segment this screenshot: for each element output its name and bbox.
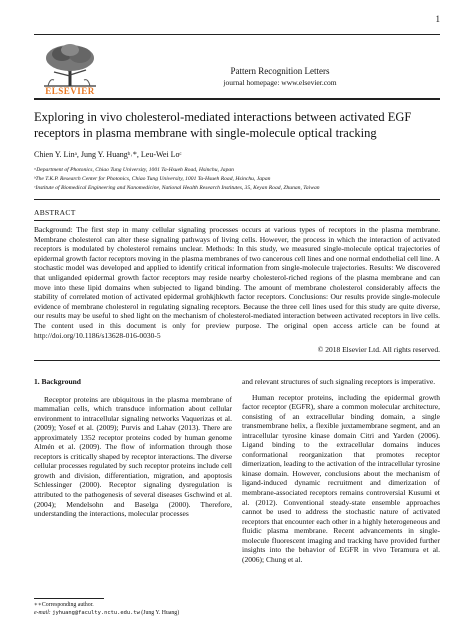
email-address[interactable]: jyhuang@faculty.nctu.edu.tw <box>52 610 140 616</box>
right-column <box>242 377 440 564</box>
author-list: Chien Y. Linᵃ, Jung Y. Huangᵇ˒*, Leu-Wei Loᶜ <box>34 150 182 159</box>
elsevier-tree-logo <box>34 42 106 88</box>
abstract-heading: ABSTRACT <box>34 208 76 217</box>
affiliations <box>34 166 440 193</box>
abstract-top-rule <box>34 199 440 200</box>
right-column-continuation: and relevant structures of such signaling receptors is imperative. <box>242 377 436 386</box>
header-bottom-rule <box>34 98 440 100</box>
journal-name: Pattern Recognition Letters <box>230 66 330 76</box>
header-top-rule <box>34 34 440 35</box>
left-column-paragraph: Receptor proteins are ubiquitous in the plasma membrane of mammalian cells, which transduce information about cellular environment to intracellular signaling networks Vaquerizas et al. (2009); Yosef et al. (2009); Purvis and Lahav (2013). There are approximately 1352 receptor proteins coded by human genome Almén et al. (2009). The flow of information through those receptors is critically shaped by receptor interactions. The diverse cellular processes regulated by such receptor proteins include cell growth and division, differentiation, migration, and apoptosis Schlessinger (2000). Receptor signaling dysregulation is attributed to the pathogenesis of several diseases Gschwind et al. (2004); Mendelsohn and Baselga (2000). Therefore, understanding the interactions, molecular processes <box>34 394 232 519</box>
email-footnote <box>34 609 179 617</box>
corresponding-author-note: ∗∗Corresponding author. <box>34 602 94 608</box>
article-title: Exploring in vivo cholesterol-mediated interactions between activated EGF receptors in plasma membrane with single-molecule optical tracking <box>34 110 412 140</box>
page-number: 1 <box>435 14 440 24</box>
footnote-rule <box>34 598 104 599</box>
affiliation-c: ᶜInstitute of Biomedical Engineering and Nanomedicine, National Health Research Institutes, 35, Keyan Road, Zhunan, Taiwan <box>34 185 320 191</box>
footnotes <box>34 601 179 617</box>
abstract-body: Background: The first step in many cellular signaling processes occurs at various types of receptors in the plasma membrane. Membrane cholesterol can alter these signaling pathways of living cells. However, the process in which the interaction of activated receptors is modulated by cholesterol remains unclear. Methods: In this study, we measured single-molecule optical trajectories of epidermal growth factor receptors moving in the plasma membranes of two cancerous cell lines and one normal endothelial cell line. A stochastic model was developed and applied to identify critical information from single-molecule trajectories. Results: We discovered that unliganded epidermal growth factor receptors may reside nearby cholesterol-riched regions of the plasma membrane and can move into these lipid domains when subjected to ligand binding. The amount of membrane cholesterol considerably affects the stability of correlated motion of activated epidermal grohkjhkwth factor receptors. Conclusions: Our results provide single-molecule evidence of membrane cholesterol in regulating signaling receptors. Because the three cell lines used for this study are quite diverse, our results may be useful to shed light on the mechanism of cholesterol-mediated interaction between activated receptors in live cells. The content used in this document is only for preview purpose. The original open access article can be found at http://doi.org/10.1186/s13628-016-0030-5 <box>34 225 440 340</box>
copyright-notice: © 2018 Elsevier Ltd. All rights reserved. <box>317 345 440 354</box>
left-column <box>34 377 232 519</box>
email-owner: (Jung Y. Huang) <box>141 610 180 616</box>
publisher-name: ELSEVIER <box>45 86 95 96</box>
section-heading-background: 1. Background <box>34 377 81 386</box>
journal-homepage[interactable]: journal homepage: www.elsevier.com <box>223 78 337 87</box>
affiliation-b: ᵇThe T.K.P. Research Center for Photonics, Chiao Tung University, 1001 Ta-Hsueh Road, Hsinchu, Japan <box>34 176 271 182</box>
right-column-paragraph: Human receptor proteins, including the epidermal growth factor receptor (EGFR), share a common molecular architecture, consisting of an extracellular binding domain, a single transmembrane helix, a flexible juxtamembrane segment, and an intracellular tyrosine kinase domain Citri and Yarden (2006). Ligand binding to the extracellular domains induces conformational reorganization that promotes receptor dimerization, leading to the activation of the intracellular tyrosine kinase domain. However, conclusions about the mechanism of ligand-induced dynamic recruitment and dimerization of membrane-associated receptors remains controversial Kusumi et al. (2012). Conventional steady-state ensemble approaches cannot be used to address the stochastic nature of activated receptors that encounter each other in a highly heterogeneous and fluidic plasma membrane. Recent advancements in single-molecule fluorescent imaging and tracking have provided further insights into the behavior of EGFR in vivo Teramura et al. (2006); Chung et al. <box>242 392 440 564</box>
email-label: e-mail: <box>34 610 51 616</box>
abstract-heading-rule <box>34 220 440 221</box>
abstract-bottom-rule <box>34 360 440 361</box>
affiliation-a: ᵃDepartment of Photonics, Chiao Tung University, 1001 Ta-Hsueh Road, Hsinchu, Japan <box>34 167 234 173</box>
